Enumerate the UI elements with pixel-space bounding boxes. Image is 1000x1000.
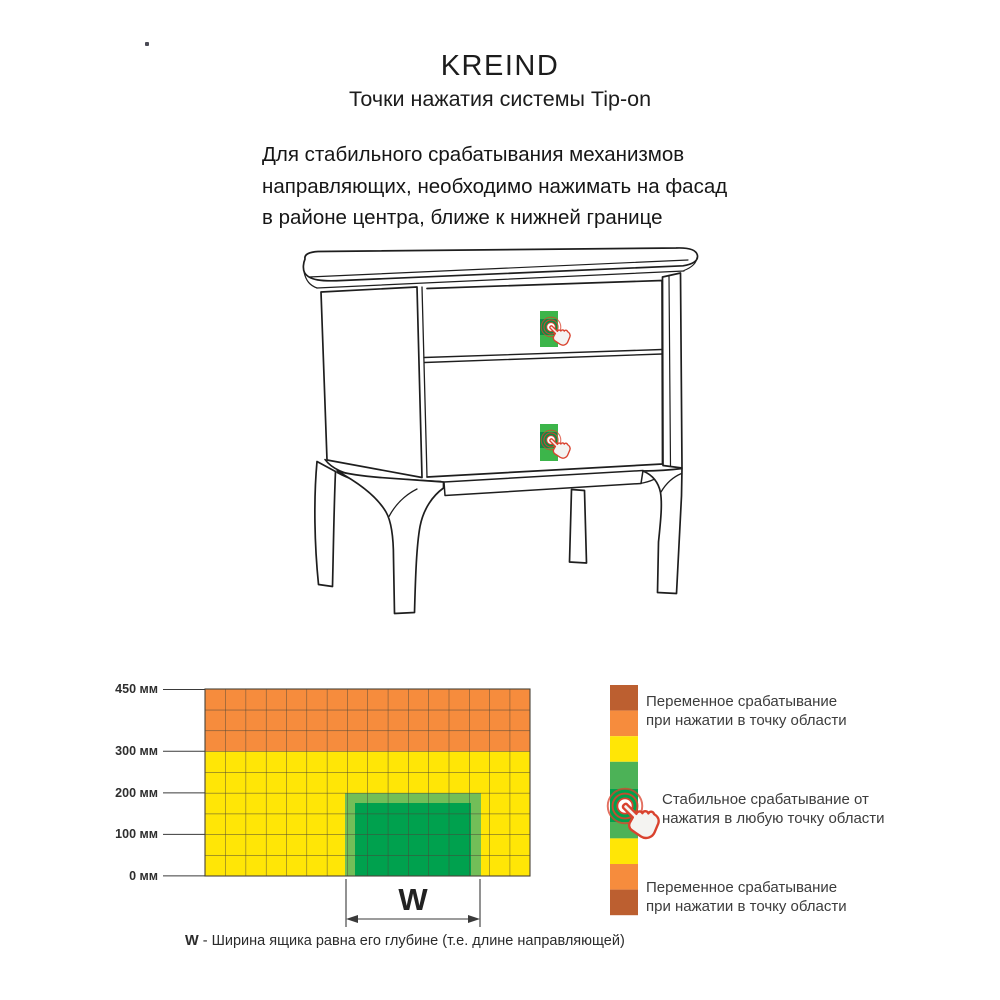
legend-entry-middle: Стабильное срабатывание от нажатия в любую точку области	[662, 791, 885, 827]
intro-line: в районе центра, ближе к нижней границе	[262, 206, 663, 229]
width-caption	[185, 933, 745, 949]
legend-entry-bottom: Переменное срабатывание при нажатии в точку области	[646, 879, 847, 915]
stray-mark	[145, 42, 149, 46]
width-symbol: W	[398, 882, 428, 917]
axis-tick-300: 300 мм	[115, 744, 158, 758]
axis-tick-450: 450 мм	[115, 682, 158, 696]
nightstand-right-edge	[663, 273, 683, 468]
page-subtitle: Точки нажатия системы Tip-on	[348, 87, 652, 111]
nightstand-top	[303, 248, 697, 281]
intro-line: Для стабильного срабатывания механизмов	[262, 143, 685, 166]
brand-title: KREIND	[440, 50, 560, 82]
axis-tick-200: 200 мм	[115, 786, 158, 800]
intro-paragraph	[262, 139, 782, 234]
width-caption-text: - Ширина ящика равна его глубине (т.е. длине направляющей)	[198, 933, 625, 949]
leg-right	[643, 469, 682, 594]
width-caption-term: W	[185, 933, 199, 949]
intro-line: направляющих, необходимо нажимать на фасад	[262, 174, 728, 198]
nightstand-drawing	[303, 248, 697, 614]
leg-back-left	[315, 462, 336, 587]
axis-tick-0: 0 мм	[129, 869, 158, 883]
leg-front-left	[337, 471, 444, 614]
axis-tick-100: 100 мм	[115, 827, 158, 841]
nightstand-side-panel	[321, 287, 422, 478]
leg-back-middle	[570, 490, 587, 564]
legend-entry-top: Переменное срабатывание при нажатии в точку области	[646, 693, 847, 729]
press-indicator-bottom-drawer	[540, 424, 570, 461]
